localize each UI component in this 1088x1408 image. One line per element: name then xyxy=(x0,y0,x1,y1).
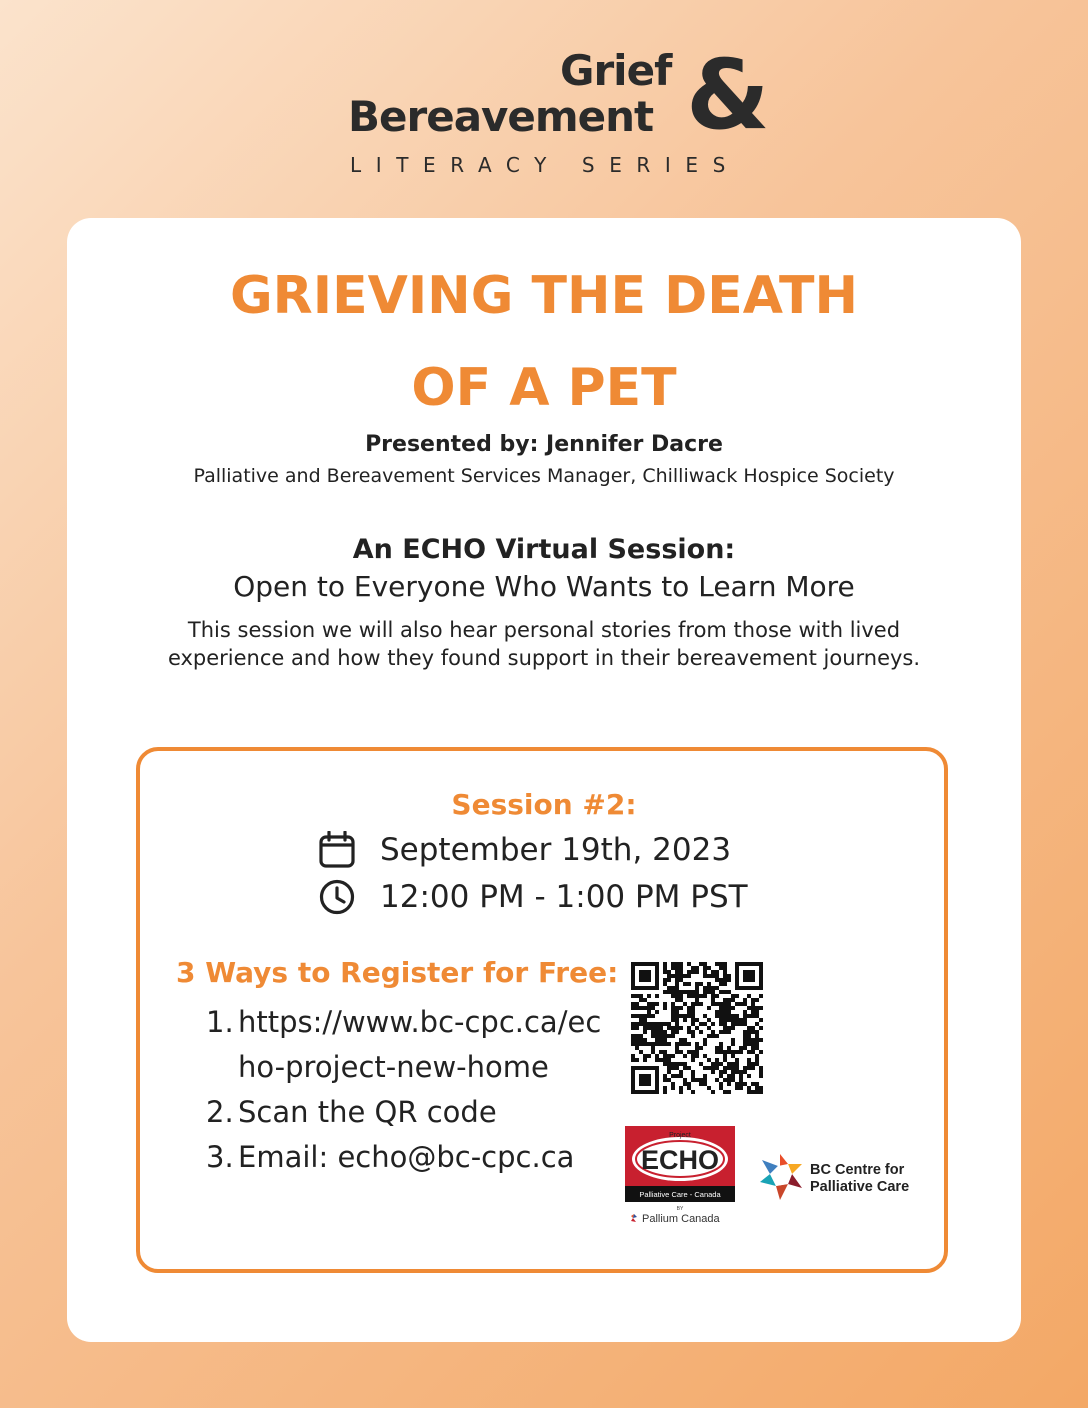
clock-icon xyxy=(318,878,356,916)
step-number: 2. xyxy=(206,1095,234,1129)
logo-grief-text: Grief xyxy=(560,46,672,95)
pallium-canada-text: Pallium Canada xyxy=(642,1213,720,1225)
register-step-qr xyxy=(206,1090,606,1135)
step-number: 3. xyxy=(206,1140,234,1174)
bc-centre-line-2: Palliative Care xyxy=(810,1179,910,1195)
session-label: Session #2: xyxy=(451,788,637,821)
bc-centre-line-1: BC Centre for xyxy=(810,1162,905,1178)
presenter-role: Palliative and Bereavement Services Manager, Chilliwack Hospice Society xyxy=(193,465,895,487)
echo-session-subheading: Open to Everyone Who Wants to Learn More xyxy=(233,570,855,603)
register-step-url xyxy=(206,1000,606,1090)
series-logo xyxy=(348,39,778,186)
register-email-link[interactable]: Email: echo@bc-cpc.ca xyxy=(238,1140,575,1174)
step-number: 1. xyxy=(206,1005,234,1039)
pallium-star-icon xyxy=(631,1214,637,1222)
session-time: 12:00 PM - 1:00 PM PST xyxy=(380,879,748,915)
event-title-line-2: OF A PET xyxy=(411,358,677,418)
echo-band-text: Palliative Care - Canada xyxy=(639,1190,721,1199)
project-echo-logo xyxy=(625,1126,737,1228)
bc-centre-star-icon xyxy=(760,1154,802,1200)
session-time-row xyxy=(318,875,748,919)
logo-ampersand: & xyxy=(686,39,770,151)
presenter-name: Presented by: Jennifer Dacre xyxy=(365,432,723,457)
echo-wordmark: ECHO xyxy=(640,1145,720,1175)
register-steps-list xyxy=(206,1000,606,1180)
echo-session-heading: An ECHO Virtual Session: xyxy=(352,534,736,565)
session-date: September 19th, 2023 xyxy=(380,832,732,868)
echo-project-label: Project xyxy=(669,1132,691,1139)
register-url-link[interactable]: https://www.bc-cpc.ca/echo-project-new-home xyxy=(238,1005,602,1084)
qr-code[interactable] xyxy=(631,962,763,1094)
register-step-email xyxy=(206,1135,606,1180)
session-description: This session we will also hear personal stories from those with lived experience and how they found support in their bereavement journeys. xyxy=(167,618,921,670)
register-title: 3 Ways to Register for Free: xyxy=(176,956,619,989)
event-title-line-1: GRIEVING THE DEATH xyxy=(230,266,858,326)
register-qr-instruction: Scan the QR code xyxy=(238,1095,497,1129)
echo-by-text: BY xyxy=(676,1206,684,1212)
logo-series-text: LITERACY SERIES xyxy=(350,153,740,177)
bc-centre-logo xyxy=(758,1152,938,1208)
session-date-row xyxy=(318,828,731,872)
calendar-icon xyxy=(318,831,356,869)
logo-bereavement-text: Bereavement xyxy=(348,92,654,141)
